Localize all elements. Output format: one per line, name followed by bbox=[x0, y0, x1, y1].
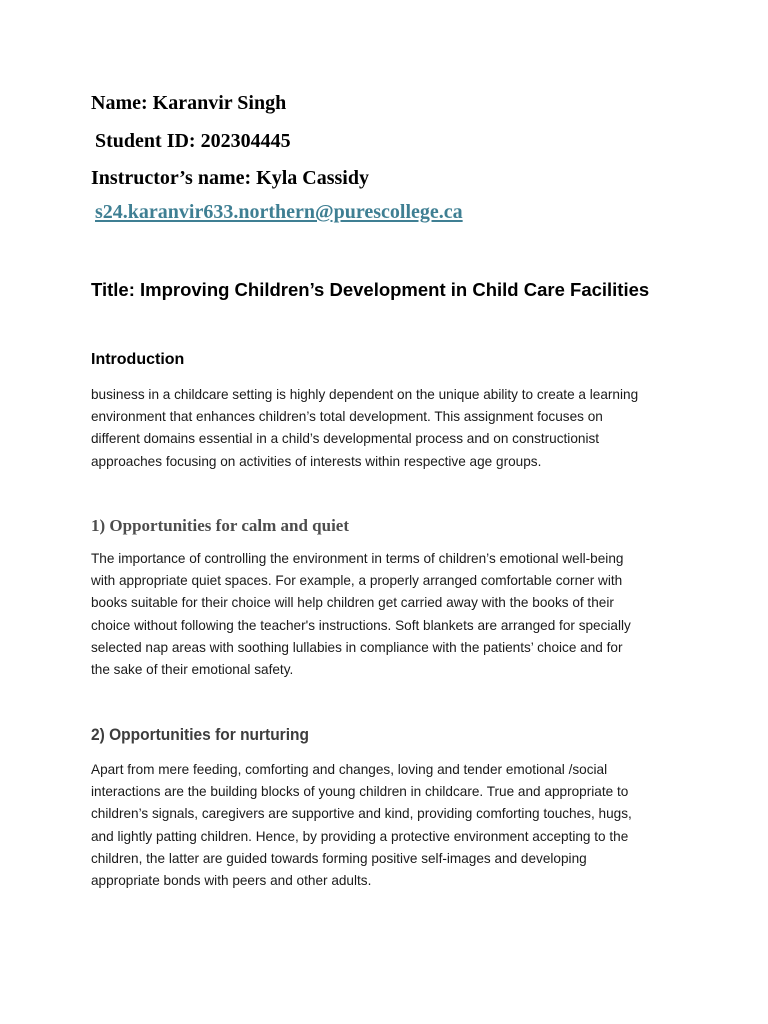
section-heading-introduction: Introduction bbox=[91, 351, 185, 368]
instructor-line: Instructor’s name: Kyla Cassidy bbox=[91, 167, 369, 189]
section-heading-nurturing: 2) Opportunities for nurturing bbox=[91, 726, 309, 744]
section-body-introduction: business in a childcare setting is highly dependent on the unique ability to create a learning environment that enhances children’s total development. This assignment focuses on different domains essential in a child’s developmental process and on constructionist approaches focusing on activities of interests within respective age groups. bbox=[91, 387, 639, 469]
section-body-calm-quiet: The importance of controlling the environment in terms of children’s emotional well-being with appropriate quiet spaces. For example, a properly arranged comfortable corner with books suitable for their choice will help children get carried away with the books of their choice without following the teacher's instructions. Soft blankets are arranged for specially selected nap areas with soothing lullabies in compliance with the patients’ choice and for the sake of their emotional safety. bbox=[91, 551, 631, 678]
document-title: Title: Improving Children’s Development in Child Care Facilities bbox=[91, 279, 650, 300]
section-body-nurturing: Apart from mere feeding, comforting and changes, loving and tender emotional /social interactions are the building blocks of young children in childcare. True and appropriate to children’s signals, caregivers are supportive and kind, providing comforting touches, hugs, and lightly patting children. Hence, by providing a protective environment accepting to the children, the latter are guided towards forming positive self-images and developing appropriate bonds with peers and other adults. bbox=[91, 762, 632, 889]
student-name-line: Name: Karanvir Singh bbox=[91, 92, 287, 114]
section-heading-calm-quiet: 1) Opportunities for calm and quiet bbox=[91, 516, 350, 535]
email-link[interactable]: s24.karanvir633.northern@purescollege.ca bbox=[95, 201, 463, 223]
student-id-line: Student ID: 202304445 bbox=[95, 130, 291, 152]
